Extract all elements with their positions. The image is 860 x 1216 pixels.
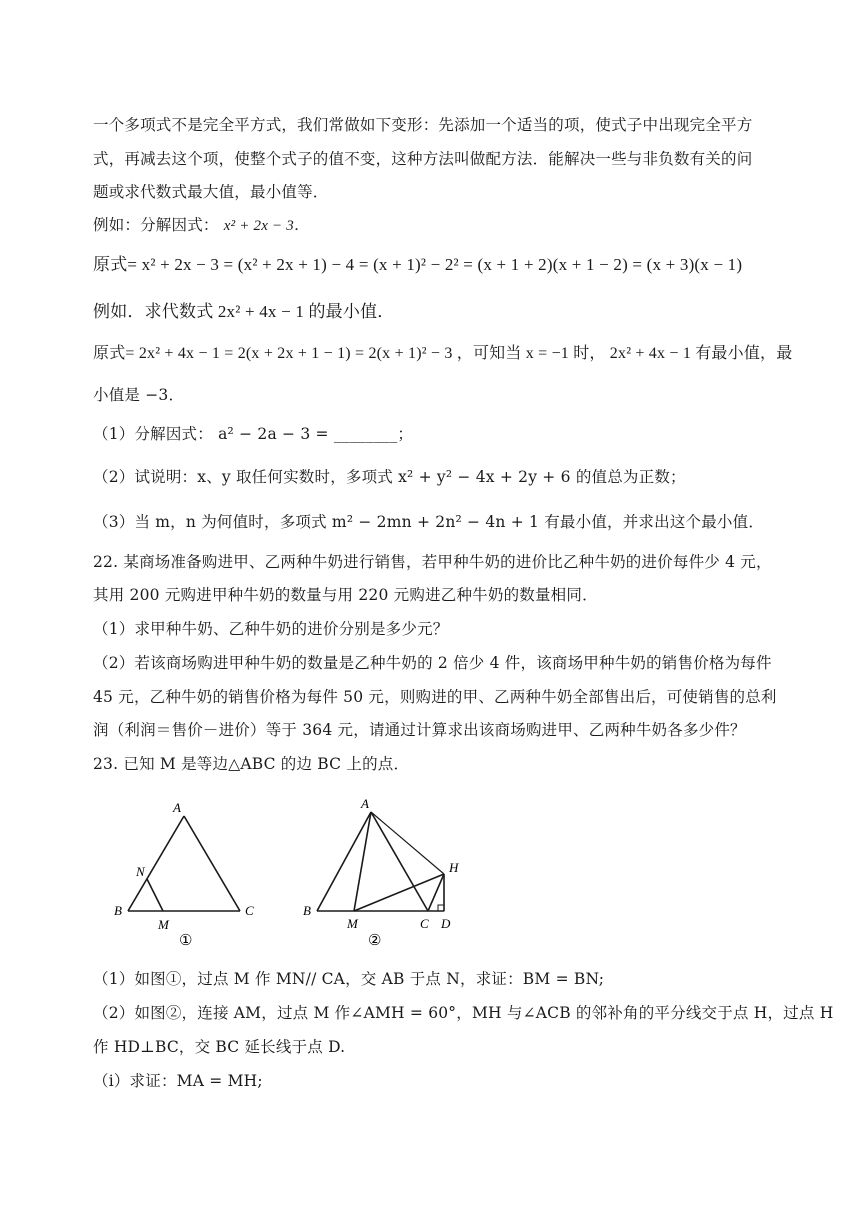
q22-line-1: 22. 某商场准备购进甲、乙两种牛奶进行销售，若甲种牛奶的进价比乙种牛奶的进价每件少 4 元， — [93, 553, 772, 571]
fig1-label-a: A — [173, 800, 181, 815]
fig2-label-a: A — [361, 796, 369, 811]
q21-part1: （1）分解因式： a² − 2a − 3 = ________； — [93, 425, 414, 443]
fig1-label-m: M — [158, 917, 169, 932]
figure-2 — [295, 792, 485, 952]
fig2-segment-ah — [371, 812, 444, 874]
fig2-label-h: H — [449, 860, 459, 875]
figure-1 — [100, 792, 280, 952]
example1-solution: 原式= x² + 2x − 3 = (x² + 2x + 1) − 4 = (x + 1)² − 2² = (x + 1 + 2)(x + 1 − 2) = (x + 3)(x − 1) — [93, 255, 743, 274]
q22-part2-line-1: （2）若该商场购进甲种牛奶的数量是乙种牛奶的 2 倍少 4 件，该商场甲种牛奶的销售价格为每件 — [93, 654, 772, 672]
example1-label — [93, 213, 309, 235]
intro-line-2: 式，再减去这个项，使整个式子的值不变，这种方法叫做配方法．能解决一些与非负数有关的问 — [93, 150, 753, 168]
q23-part-i: （ⅰ）求证：MA = MH; — [93, 1072, 263, 1090]
q23-part1: （1）如图①，过点 M 作 MN// CA，交 AB 于点 N，求证：BM = BN; — [93, 970, 605, 988]
q22-part2-line-2: 45 元，乙种牛奶的销售价格为每件 50 元，则购进的甲、乙两种牛奶全部售出后，可使销售的总利 — [93, 688, 777, 706]
q21-part3: （3）当 m，n 为何值时，多项式 m² − 2mn + 2n² − 4n + 1 有最小值，并求出这个最小值． — [93, 513, 765, 531]
q23-line-1: 23. 已知 M 是等边△ABC 的边 BC 上的点． — [93, 755, 410, 773]
fig2-label-c: C — [420, 916, 429, 931]
example2-solution-cont: 小值是 −3． — [93, 386, 185, 404]
fig2-label-b: B — [303, 903, 311, 918]
fig1-segment-mn — [147, 879, 163, 911]
fig1-side-ac — [184, 816, 240, 911]
q23-part2-line-2: 作 HD⊥BC，交 BC 延长线于点 D. — [93, 1038, 346, 1056]
intro-line-1: 一个多项式不是完全平方式，我们常做如下变形：先添加一个适当的项，使式子中出现完全平方 — [93, 116, 753, 134]
example1-label-text: 例如：分解因式： — [93, 216, 219, 234]
fig1-caption: ① — [179, 933, 193, 949]
fig2-right-angle-mark — [438, 905, 444, 911]
example2-label: 例如．求代数式 2x² + 4x − 1 的最小值． — [93, 302, 395, 321]
fig1-label-c: C — [245, 903, 254, 918]
q21-part2: （2）试说明：x、y 取任何实数时，多项式 x² + y² − 4x + 2y + 6 的值总为正数； — [93, 468, 686, 486]
fig1-label-b: B — [114, 903, 122, 918]
q22-part1: （1）求甲种牛奶、乙种牛奶的进价分别是多少元？ — [93, 620, 449, 638]
example2-solution: 原式= 2x² + 4x − 1 = 2(x + 2x + 1 − 1) = 2(x + 1)² − 3 ，可知当 x = −1 时， 2x² + 4x − 1 有最小值，最 — [93, 345, 793, 362]
example1-expr: x² + 2x − 3． — [223, 218, 310, 234]
fig1-label-n: N — [136, 864, 145, 879]
fig2-caption: ② — [368, 933, 382, 949]
fig2-label-m: M — [347, 916, 358, 931]
q22-part2-line-3: 润（利润＝售价－进价）等于 364 元，请通过计算求出该商场购进甲、乙两种牛奶各多少件？ — [93, 721, 746, 739]
fig2-side-ac — [371, 812, 428, 911]
q22-line-2: 其用 200 元购进甲种牛奶的数量与用 220 元购进乙种牛奶的数量相同． — [93, 586, 598, 604]
fig2-label-d: D — [441, 916, 451, 931]
q23-part2-line-1: （2）如图②，连接 AM，过点 M 作∠AMH = 60°，MH 与∠ACB 的邻补角的平分线交于点 H，过点 H — [93, 1004, 834, 1022]
intro-line-3: 题或求代数式最大值，最小值等． — [93, 183, 329, 201]
